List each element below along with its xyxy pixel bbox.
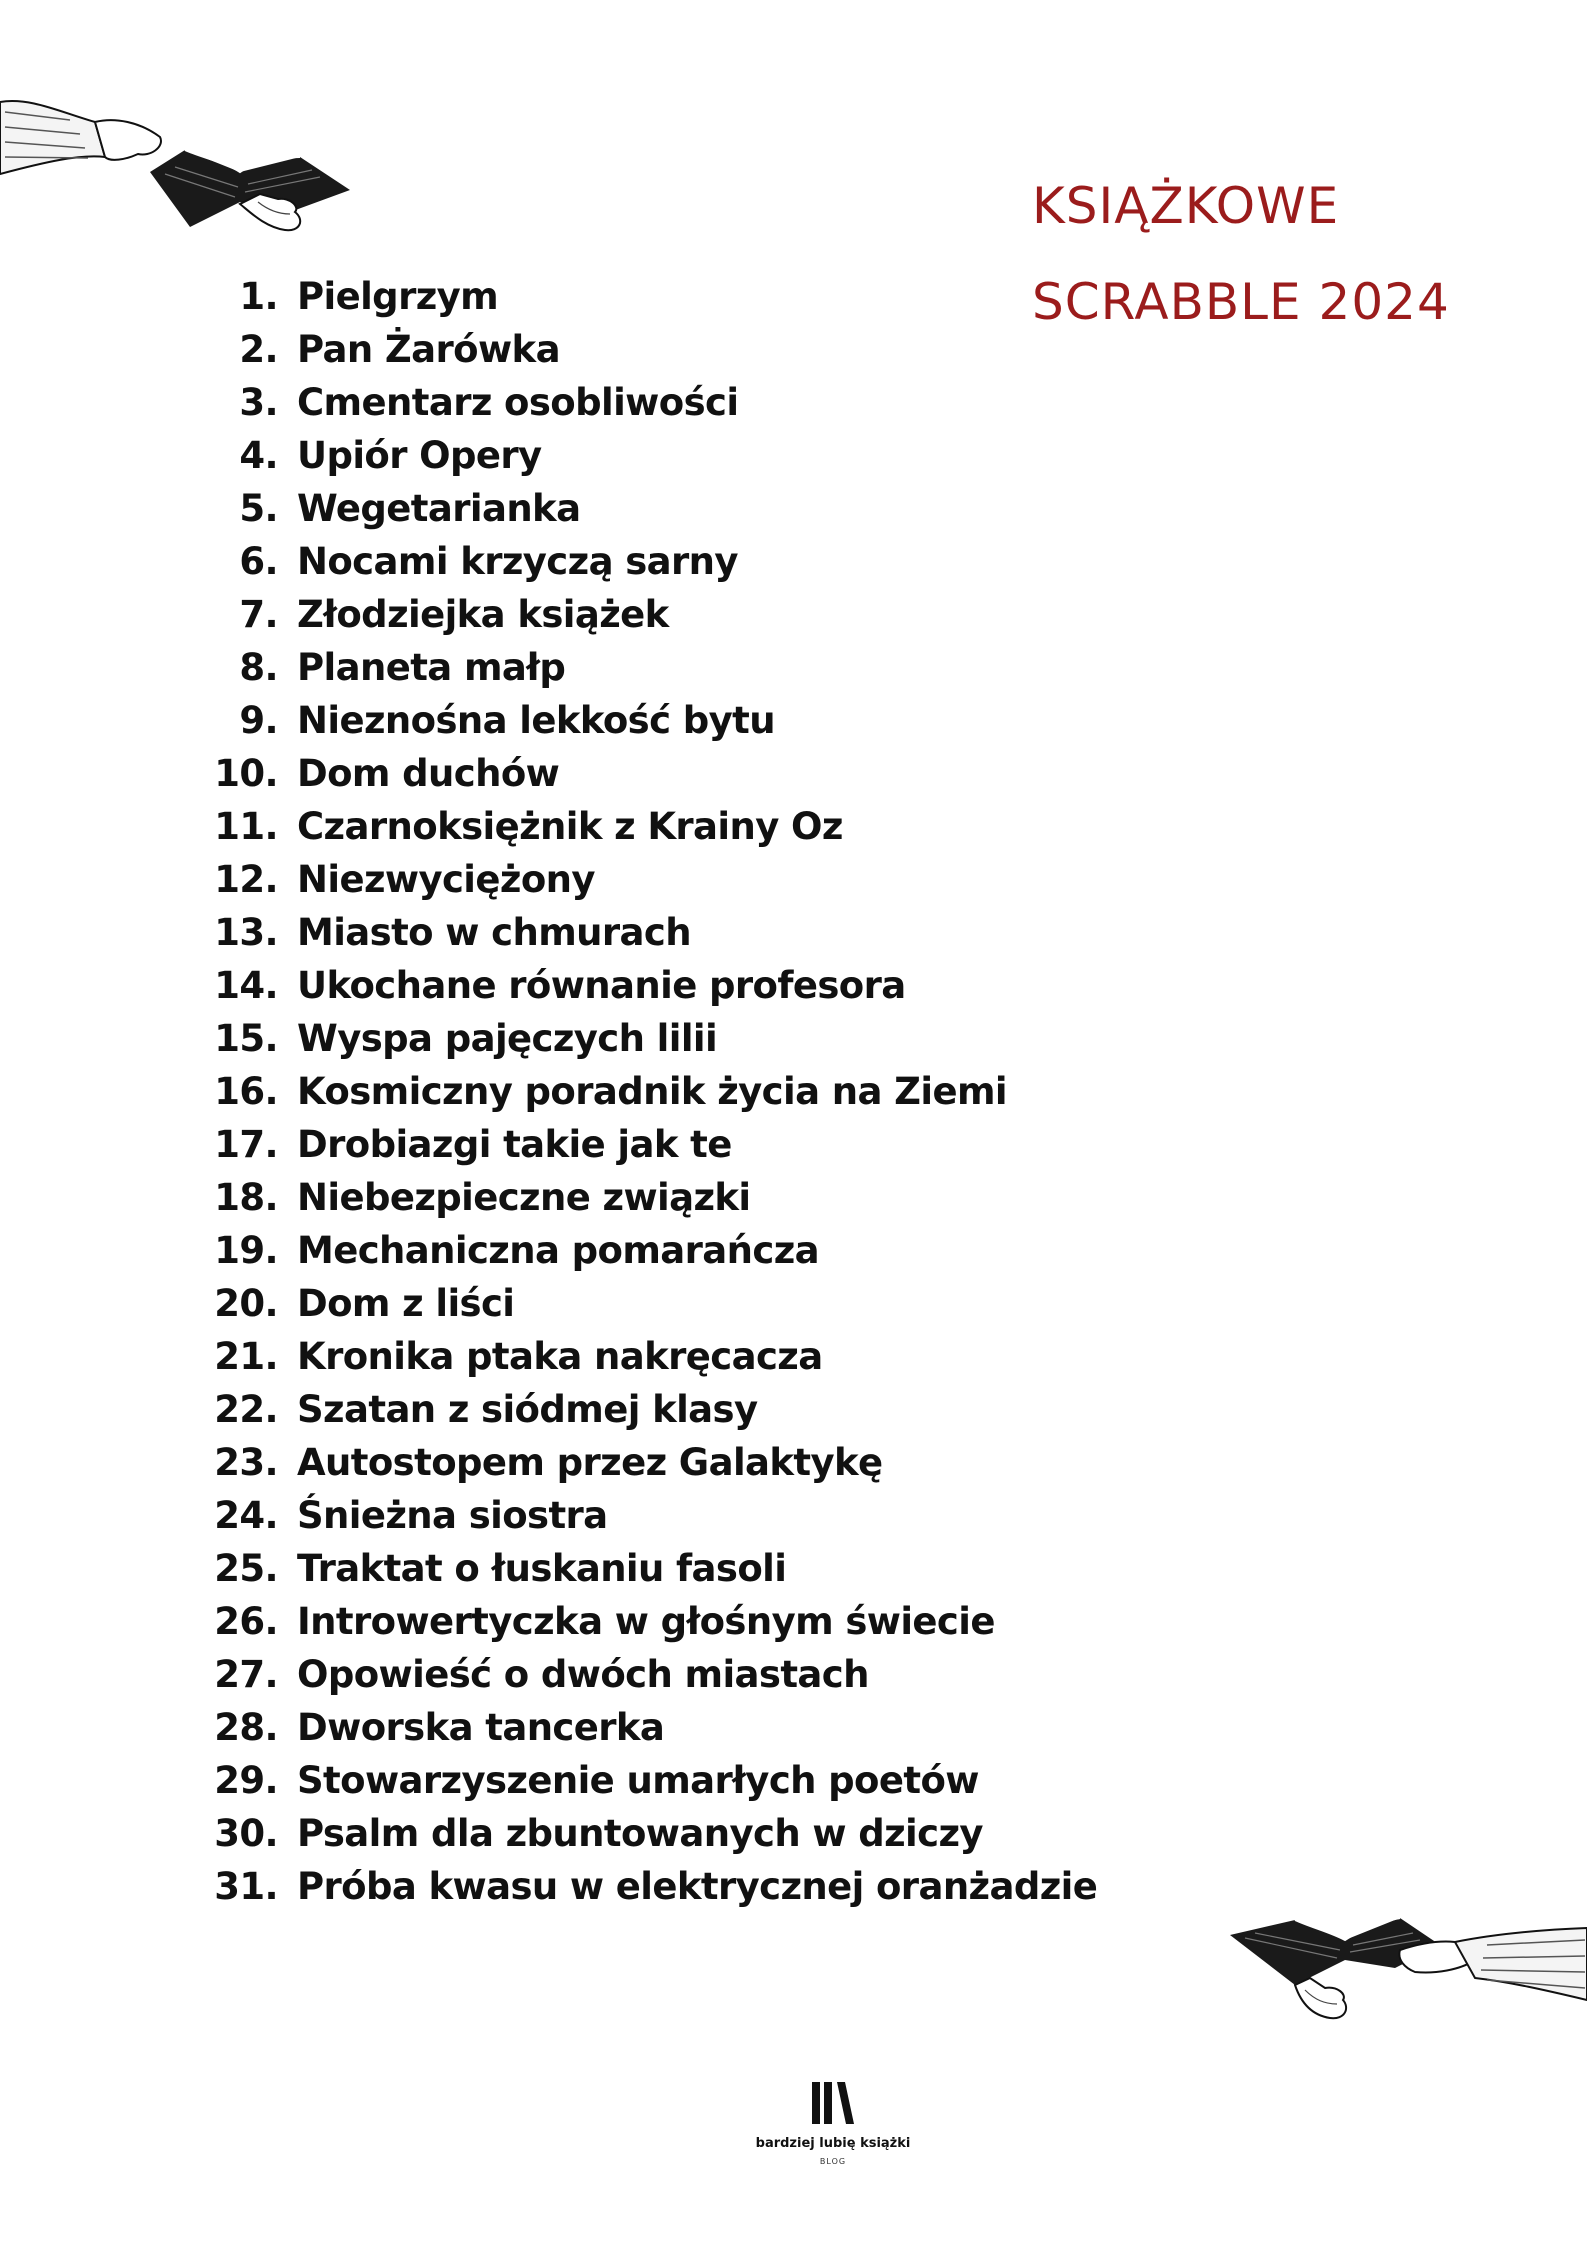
item-number: 4.	[239, 434, 278, 477]
item-number: 18.	[214, 1176, 278, 1219]
item-number: 9.	[239, 699, 278, 742]
book-title: Wyspa pajęczych lilii	[297, 1017, 718, 1060]
item-number: 24.	[214, 1494, 278, 1537]
logo-name: bardziej lubię książki	[755, 2136, 911, 2151]
item-number: 25.	[214, 1547, 278, 1590]
book-title: Kronika ptaka nakręcacza	[297, 1335, 823, 1378]
item-number: 10.	[214, 752, 278, 795]
item-number: 13.	[214, 911, 278, 954]
hands-holding-book-illustration-bottom	[1225, 1890, 1587, 2060]
item-number: 23.	[214, 1441, 278, 1484]
item-number: 5.	[239, 487, 278, 530]
item-number: 19.	[214, 1229, 278, 1272]
book-title: Niezwyciężony	[297, 858, 595, 901]
book-title: Szatan z siódmej klasy	[297, 1388, 758, 1431]
item-number: 29.	[214, 1759, 278, 1802]
item-number: 12.	[214, 858, 278, 901]
book-title: Czarnoksiężnik z Krainy Oz	[297, 805, 843, 848]
book-title: Śnieżna siostra	[297, 1494, 608, 1537]
item-number: 21.	[214, 1335, 278, 1378]
book-title: Nieznośna lekkość bytu	[297, 699, 775, 742]
book-title: Dom duchów	[297, 752, 560, 795]
item-number: 3.	[239, 381, 278, 424]
item-number: 6.	[239, 540, 278, 583]
item-number: 28.	[214, 1706, 278, 1749]
book-title: Planeta małp	[297, 646, 566, 689]
item-number: 17.	[214, 1123, 278, 1166]
book-title: Traktat o łuskaniu fasoli	[297, 1547, 787, 1590]
title-line-2: SCRABBLE 2024	[1032, 273, 1450, 331]
book-title: Autostopem przez Galaktykę	[297, 1441, 883, 1484]
item-number: 22.	[214, 1388, 278, 1431]
logo-subtitle: BLOG	[819, 2157, 847, 2166]
item-number: 27.	[214, 1653, 278, 1696]
item-number: 31.	[214, 1865, 278, 1908]
book-title: Dworska tancerka	[297, 1706, 665, 1749]
item-number: 8.	[239, 646, 278, 689]
book-title: Psalm dla zbuntowanych w dziczy	[297, 1812, 983, 1855]
book-title: Dom z liści	[297, 1282, 515, 1325]
item-number: 14.	[214, 964, 278, 1007]
book-title: Wegetarianka	[297, 487, 581, 530]
book-title: Pielgrzym	[297, 275, 499, 318]
item-number: 16.	[214, 1070, 278, 1113]
item-number: 15.	[214, 1017, 278, 1060]
hands-holding-book-illustration-top	[0, 62, 365, 232]
book-title: Próba kwasu w elektrycznej oranżadzie	[297, 1865, 1098, 1908]
book-title: Kosmiczny poradnik życia na Ziemi	[297, 1070, 1007, 1113]
item-number: 26.	[214, 1600, 278, 1643]
book-title: Stowarzyszenie umarłych poetów	[297, 1759, 979, 1802]
book-title: Drobiazgi takie jak te	[297, 1123, 732, 1166]
book-title: Cmentarz osobliwości	[297, 381, 739, 424]
book-title: Opowieść o dwóch miastach	[297, 1653, 869, 1696]
item-number: 2.	[239, 328, 278, 371]
book-title: Mechaniczna pomarańcza	[297, 1229, 820, 1272]
blog-logo	[733, 2080, 933, 2168]
book-title: Pan Żarówka	[297, 328, 560, 371]
item-number: 7.	[239, 593, 278, 636]
page-title	[1032, 158, 1450, 350]
item-number: 1.	[239, 275, 278, 318]
item-number: 11.	[214, 805, 278, 848]
book-title: Nocami krzyczą sarny	[297, 540, 738, 583]
book-title: Introwertyczka w głośnym świecie	[297, 1600, 995, 1643]
book-title: Złodziejka książek	[297, 593, 669, 636]
item-number: 20.	[214, 1282, 278, 1325]
book-title: Miasto w chmurach	[297, 911, 691, 954]
book-title: Upiór Opery	[297, 434, 542, 477]
title-line-1: KSIĄŻKOWE	[1032, 177, 1340, 235]
book-title: Niebezpieczne związki	[297, 1176, 751, 1219]
books-logo-icon	[810, 2080, 856, 2126]
item-number: 30.	[214, 1812, 278, 1855]
book-title: Ukochane równanie profesora	[297, 964, 906, 1007]
